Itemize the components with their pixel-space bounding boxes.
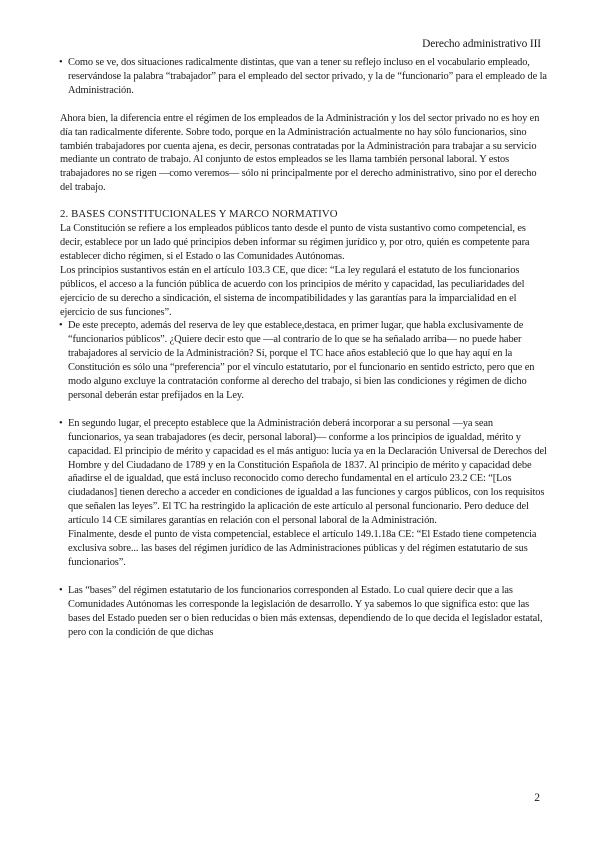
bullet-icon: • [59, 320, 63, 332]
paragraph: Ahora bien, la diferencia entre el régimen de los empleados de la Administración y los del sector privado no es hoy en día tan radicalmente diferente. Sobre todo, porque en la Administración actualmente no hay sólo funcionarios, sino también trabajadores por cuenta ajena, es decir, personas contratadas por la Administración para trabajar a su servicio mediante un contrato de trabajo. Al conjunto de estos empleados se les llama también personal laboral. Y estos trabajadores no se rigen ––como veremos–– sólo ni principalmente por el derecho administrativo, sino por el derecho del trabajo. [60, 112, 540, 194]
bullet-text: De este precepto, además del reserva de ley que establece,destaca, en primer lugar, que habla exclusivamente de “funcionarios públicos”. ¿Quiere decir esto que ––al contrario de lo que se ha señalado arriba–– no puede haber trabajadores al servicio de la Administración? Sí, porque el TC hace años estableció que lo que hay aquí en la Constitución es sólo una “preferencia” por el vínculo estatutario, por el funcionario en sentido estricto, pero que en modo alguno excluye la contratación conforme al derecho del trabajo, si bien las condiciones y régimen de dicho personal deberán estar prefijados en la Ley. [68, 320, 535, 401]
paragraph: Los principios sustantivos están en el artículo 103.3 CE, que dice: “La ley regulará el estatuto de los funcionarios públicos, el acceso a la función pública de acuerdo con los principios de mérito y capacidad, las peculiaridades del ejercicio de su derecho a sindicación, el sistema de incompatibilidades y las garantías para la imparcialidad en el ejercicio de sus funciones”. [60, 264, 525, 318]
bullet-icon: • [59, 584, 63, 596]
bullet-item [60, 417, 548, 570]
section-heading: 2. BASES CONSTITUCIONALES Y MARCO NORMATIVO [60, 208, 338, 221]
bullet-item [60, 584, 548, 640]
bullet-text: Las “bases” del régimen estatutario de los funcionarios corresponden al Estado. Lo cual quiere decir que a las Comunidades Autónomas les corresponde la legislación de desarrollo. Y ya sabemos lo que significa esto: que las bases del Estado pueden ser o bien reducidas o bien más extensas, dependiendo de lo que decida el legislador estatal, pero con la condición de que dichas [68, 584, 543, 638]
paragraph: La Constitución se refiere a los empleados públicos tanto desde el punto de vista sustantivo como competencial, es decir, establece por un lado qué principios deben informar su régimen jurídico y, por otro, quién es competente para establecer dicho régimen, si el Estado o las Comunidades Autónomas. [60, 223, 530, 262]
bullet-icon: • [59, 57, 63, 68]
bullet-item [60, 319, 548, 402]
page-number: 2 [534, 792, 540, 804]
running-header: Derecho administrativo III [422, 38, 541, 50]
bullet-text: Como se ve, dos situaciones radicalmente distintas, que van a tener su reflejo incluso en el vocabulario empleado, reservándose la palabra “trabajador” para el empleado del sector privado, y la de “funcionario” para el empleado de la Administración. [68, 57, 547, 96]
bullet-icon: • [59, 417, 63, 429]
page-content [60, 56, 548, 639]
bullet-item [60, 56, 548, 98]
bullet-continuation: Finalmente, desde el punto de vista competencial, establece el artículo 149.1.18a CE: “El Estado tiene competencia exclusiva sobre... las bases del régimen jurídico de las Administraciones públicas y del régimen estatutario de sus funcionarios”. [68, 529, 537, 568]
bullet-text: En segundo lugar, el precepto establece que la Administración deberá incorporar a su personal ––ya sean funcionarios, ya sean trabajadores (es decir, personal laboral)–– conforme a los principios de igualdad, mérito y capacidad. El principio de mérito y capacidad es el más antiguo: lucía ya en la Declaración Universal de Derechos del Hombre y del Ciudadano de 1789 y en la Constitución Española de 1837. Al principio de mérito y capacidad debe añadirse el de igualdad, que está incluso reconocido como derecho fundamental en el artículo 23.2 CE: “[Los ciudadanos] tienen derecho a acceder en condiciones de igualdad a las funciones y cargos públicos, con los requisitos que señalen las leyes”. El TC ha restringido la aplicación de este artículo al personal funcionario. Pero deduce del artículo 14 CE similares garantías en relación con el personal laboral de la Administración. [68, 417, 547, 527]
